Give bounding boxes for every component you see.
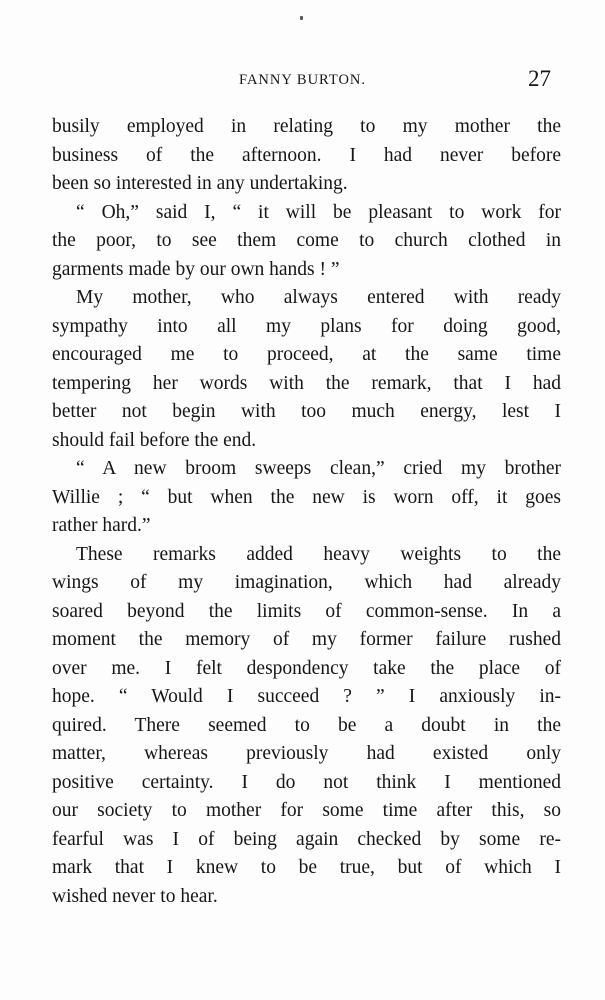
text-line: over me. I felt despondency take the place of (52, 657, 561, 679)
text-line: encouraged me to proceed, at the same time (52, 344, 561, 365)
text-line: Willie ; “ but when the new is worn off, it goes (52, 486, 561, 508)
text-line: rather hard.” (52, 515, 151, 536)
running-title: FANNY BURTON. (238, 72, 367, 88)
text-line: soared beyond the limits of common-sense. In a (52, 600, 561, 622)
running-head (0, 66, 605, 96)
text-line: should fail before the end. (52, 429, 257, 451)
text-line: positive certainty. I do not think I mentioned (52, 771, 561, 793)
text-line: the poor, to see them come to church clothed in (52, 230, 561, 251)
text-line: mark that I knew to be true, but of which I (52, 857, 561, 878)
text-line: our society to mother for some time after this, so (52, 800, 561, 821)
text-line: sympathy into all my plans for doing good, (52, 315, 561, 337)
text-line: moment the memory of my former failure rushed (52, 629, 561, 650)
page-number: 27 (528, 66, 551, 91)
text-line: hope. “ Would I succeed ? ” I anxiously in- (52, 686, 561, 707)
text-line: wings of my imagination, which had already (52, 572, 561, 593)
text-line: “ A new broom sweeps clean,” cried my brother (76, 458, 561, 479)
print-speck (300, 16, 303, 20)
text-line: matter, whereas previously had existed only (52, 743, 561, 764)
text-line: fearful was I of being again checked by some re- (52, 828, 561, 850)
text-line: better not begin with too much energy, lest I (52, 401, 561, 422)
text-line: wished never to hear. (52, 885, 218, 907)
text-line: garments made by our own hands ! ” (52, 258, 340, 280)
body-text (52, 113, 561, 911)
text-line: My mother, who always entered with ready (76, 287, 561, 308)
text-line: “ Oh,” said I, “ it will be pleasant to work for (76, 201, 561, 223)
text-line: busily employed in relating to my mother the (52, 116, 561, 137)
text-line: These remarks added heavy weights to the (76, 543, 561, 565)
text-line: tempering her words with the remark, that I had (52, 372, 561, 394)
text-line: business of the afternoon. I had never before (52, 144, 561, 166)
text-line: been so interested in any undertaking. (52, 173, 348, 194)
text-line: quired. There seemed to be a doubt in the (52, 714, 561, 736)
